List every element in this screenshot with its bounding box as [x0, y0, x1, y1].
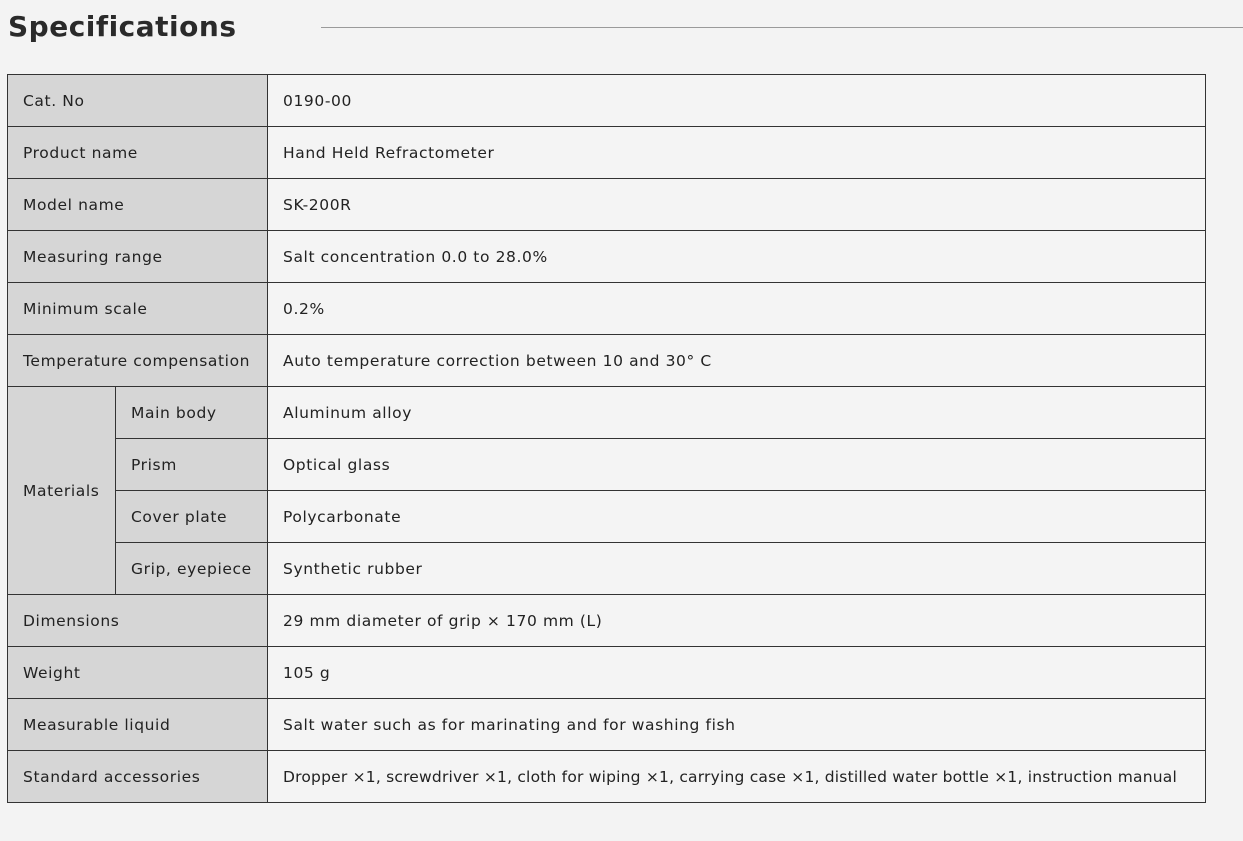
materials-sub-label: Cover plate: [116, 491, 268, 543]
spec-value: Synthetic rubber: [268, 543, 1206, 595]
table-row: [8, 595, 1206, 647]
spec-label: Measuring range: [8, 231, 268, 283]
spec-label: Minimum scale: [8, 283, 268, 335]
spec-value: 105 g: [268, 647, 1206, 699]
spec-value: Auto temperature correction between 10 and 30° C: [268, 335, 1206, 387]
spec-value: 0.2%: [268, 283, 1206, 335]
spec-value: Salt water such as for marinating and for washing fish: [268, 699, 1206, 751]
table-row: [8, 283, 1206, 335]
table-row: [8, 335, 1206, 387]
table-row: [8, 231, 1206, 283]
spec-label: Dimensions: [8, 595, 268, 647]
spec-value: Hand Held Refractometer: [268, 127, 1206, 179]
table-row: [8, 179, 1206, 231]
spec-value: SK-200R: [268, 179, 1206, 231]
table-row: [8, 127, 1206, 179]
spec-value: 29 mm diameter of grip × 170 mm (L): [268, 595, 1206, 647]
spec-label: Temperature compensation: [8, 335, 268, 387]
table-row: [8, 75, 1206, 127]
materials-sub-label: Main body: [116, 387, 268, 439]
materials-sub-label: Grip, eyepiece: [116, 543, 268, 595]
spec-value: Aluminum alloy: [268, 387, 1206, 439]
spec-value: Dropper ×1, screwdriver ×1, cloth for wiping ×1, carrying case ×1, distilled water bottle ×1, instruction manual: [268, 751, 1206, 803]
table-row: [8, 751, 1206, 803]
specifications-table: [7, 74, 1206, 803]
section-title: Specifications: [8, 10, 237, 43]
spec-value: 0190-00: [268, 75, 1206, 127]
table-row: [8, 491, 1206, 543]
spec-label: Weight: [8, 647, 268, 699]
table-row: [8, 387, 1206, 439]
table-row: [8, 439, 1206, 491]
spec-value: Optical glass: [268, 439, 1206, 491]
spec-label: Product name: [8, 127, 268, 179]
table-row: [8, 699, 1206, 751]
spec-label: Cat. No: [8, 75, 268, 127]
materials-sub-label: Prism: [116, 439, 268, 491]
table-row: [8, 647, 1206, 699]
title-divider: [321, 27, 1243, 28]
spec-label: Measurable liquid: [8, 699, 268, 751]
spec-value: Salt concentration 0.0 to 28.0%: [268, 231, 1206, 283]
spec-label: Standard accessories: [8, 751, 268, 803]
materials-group-label: Materials: [8, 387, 116, 595]
table-row: [8, 543, 1206, 595]
spec-value: Polycarbonate: [268, 491, 1206, 543]
spec-label: Model name: [8, 179, 268, 231]
